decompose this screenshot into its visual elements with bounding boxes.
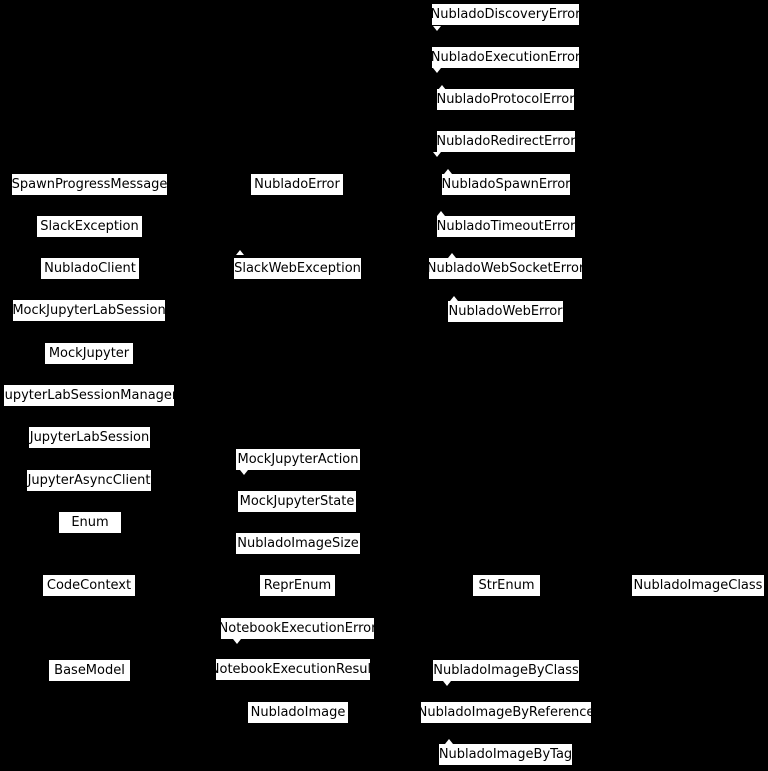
class-node-nubladoexecutionerror[interactable]: NubladoExecutionError xyxy=(432,47,579,68)
class-node-nubladoimagebytag[interactable]: NubladoImageByTag xyxy=(439,744,572,765)
class-node-basemodel[interactable]: BaseModel xyxy=(49,660,130,681)
class-node-nubladoweberror[interactable]: NubladoWebError xyxy=(448,301,563,322)
class-node-nubladoimagebyreference[interactable]: NubladoImageByReference xyxy=(421,702,591,723)
class-node-nubladoerror[interactable]: NubladoError xyxy=(251,174,343,195)
class-node-nubladodiscoveryerror[interactable]: NubladoDiscoveryError xyxy=(432,4,579,25)
class-node-jupyterasyncclient[interactable]: JupyterAsyncClient xyxy=(27,470,151,491)
class-node-nubladowebsocketerror[interactable]: NubladoWebSocketError xyxy=(429,258,582,279)
class-node-nubladoimage[interactable]: NubladoImage xyxy=(248,702,348,723)
edge-arrowhead-icon xyxy=(445,739,453,744)
class-node-mockjupyterlabsession[interactable]: MockJupyterLabSession xyxy=(13,300,165,321)
class-node-jupyterlabsessionmanager[interactable]: JupyterLabSessionManager xyxy=(4,385,174,406)
edge-arrowhead-icon xyxy=(233,639,241,644)
edge-arrowhead-icon xyxy=(448,253,456,258)
edge-arrowhead-icon xyxy=(240,470,248,475)
class-node-mockjupyter[interactable]: MockJupyter xyxy=(45,343,133,364)
class-node-nubladoprotocolerror[interactable]: NubladoProtocolError xyxy=(437,89,574,110)
class-node-reprenum[interactable]: ReprEnum xyxy=(260,575,335,596)
class-node-codecontext[interactable]: CodeContext xyxy=(43,575,135,596)
edge-arrowhead-icon xyxy=(443,681,451,686)
edge-arrowhead-icon xyxy=(444,169,452,174)
class-node-mockjupyteraction[interactable]: MockJupyterAction xyxy=(236,449,360,470)
class-node-nubladoredirecterror[interactable]: NubladoRedirectError xyxy=(437,131,575,152)
class-node-nubladoimagesize[interactable]: NubladoImageSize xyxy=(236,533,360,554)
class-node-slackwebexception[interactable]: SlackWebException xyxy=(234,258,361,279)
class-node-nubladoimagebyclass[interactable]: NubladoImageByClass xyxy=(433,660,579,681)
class-node-spawnprogressmessage[interactable]: SpawnProgressMessage xyxy=(12,174,167,195)
class-node-mockjupyterstate[interactable]: MockJupyterState xyxy=(238,491,356,512)
class-node-nubladospawnerror[interactable]: NubladoSpawnError xyxy=(442,174,570,195)
edge-arrowhead-icon xyxy=(437,211,445,216)
edge-arrowhead-icon xyxy=(438,85,446,90)
class-node-jupyterlabsession[interactable]: JupyterLabSession xyxy=(29,427,150,448)
class-node-notebookexecutionresult[interactable]: NotebookExecutionResult xyxy=(216,659,370,680)
class-node-nubladoclient[interactable]: NubladoClient xyxy=(41,258,139,279)
edge-arrowhead-icon xyxy=(236,250,244,255)
class-node-enum[interactable]: Enum xyxy=(59,512,121,533)
edge-arrowhead-icon xyxy=(433,26,441,31)
class-node-strenum[interactable]: StrEnum xyxy=(473,575,540,596)
class-node-slackexception[interactable]: SlackException xyxy=(37,216,142,237)
class-node-nubladotimeouterror[interactable]: NubladoTimeoutError xyxy=(437,216,575,237)
edge-arrowhead-icon xyxy=(450,296,458,301)
edge-arrowhead-icon xyxy=(433,152,441,157)
class-node-nubladoimageclass[interactable]: NubladoImageClass xyxy=(632,575,764,596)
edge-arrowhead-icon xyxy=(433,68,441,73)
class-node-notebookexecutionerror[interactable]: NotebookExecutionError xyxy=(221,618,374,639)
